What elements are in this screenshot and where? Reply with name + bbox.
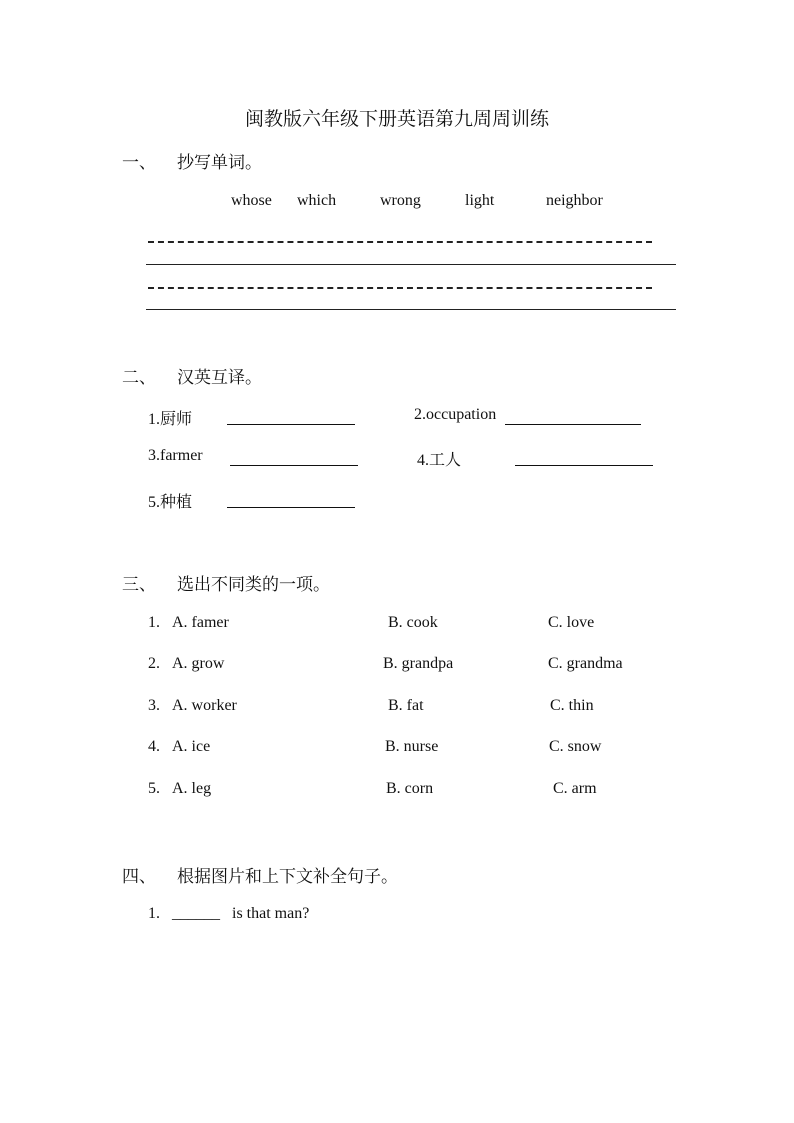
option-b[interactable]: B. corn: [386, 780, 434, 797]
question-number: 2.: [148, 655, 160, 672]
question-number: 4.: [148, 738, 160, 755]
answer-blank-1[interactable]: [227, 424, 355, 425]
fill-blank[interactable]: ______: [172, 905, 220, 922]
option-c[interactable]: C. snow: [549, 738, 602, 755]
word-wrong: wrong: [380, 192, 421, 209]
option-a[interactable]: A. grow: [172, 655, 225, 672]
writing-line-2[interactable]: [146, 309, 676, 310]
option-c[interactable]: C. thin: [550, 697, 594, 714]
section-1-number: 一、: [122, 153, 156, 172]
question-number: 1.: [148, 614, 160, 631]
word-whose: whose: [231, 192, 272, 209]
question-text: is that man?: [232, 905, 310, 922]
translate-item-5: 5.种植: [148, 494, 193, 511]
option-b[interactable]: B. nurse: [385, 738, 439, 755]
section-1-title: 抄写单词。: [177, 153, 262, 172]
section-2-title: 汉英互译。: [177, 368, 262, 387]
option-c[interactable]: C. grandma: [548, 655, 623, 672]
option-b[interactable]: B. grandpa: [383, 655, 454, 672]
option-a[interactable]: A. worker: [172, 697, 237, 714]
section-2-number: 二、: [122, 368, 156, 387]
option-c[interactable]: C. arm: [553, 780, 597, 797]
section-3-number: 三、: [122, 575, 156, 594]
question-number: 1.: [148, 905, 160, 922]
answer-blank-5[interactable]: [227, 507, 355, 508]
option-b[interactable]: B. cook: [388, 614, 438, 631]
option-b[interactable]: B. fat: [388, 697, 424, 714]
question-number: 3.: [148, 697, 160, 714]
translate-item-4: 4.工人: [417, 452, 462, 469]
answer-blank-4[interactable]: [515, 465, 653, 466]
option-c[interactable]: C. love: [548, 614, 595, 631]
writing-guide-dashed-2: [148, 287, 652, 289]
word-neighbor: neighbor: [546, 192, 603, 209]
option-a[interactable]: A. leg: [172, 780, 212, 797]
answer-blank-3[interactable]: [230, 465, 358, 466]
answer-blank-2[interactable]: [505, 424, 641, 425]
writing-line-1[interactable]: [146, 264, 676, 265]
translate-item-2: 2.occupation: [414, 406, 497, 423]
translate-item-1: 1.厨师: [148, 411, 193, 428]
word-light: light: [465, 192, 495, 209]
section-4-title: 根据图片和上下文补全句子。: [177, 867, 398, 886]
page-title: 闽教版六年级下册英语第九周周训练: [244, 109, 549, 130]
section-3-title: 选出不同类的一项。: [177, 575, 330, 594]
writing-guide-dashed-1: [148, 241, 652, 243]
option-a[interactable]: A. ice: [172, 738, 211, 755]
section-4-number: 四、: [122, 867, 156, 886]
option-a[interactable]: A. famer: [172, 614, 229, 631]
question-number: 5.: [148, 780, 160, 797]
word-which: which: [297, 192, 337, 209]
translate-item-3: 3.farmer: [148, 447, 203, 464]
